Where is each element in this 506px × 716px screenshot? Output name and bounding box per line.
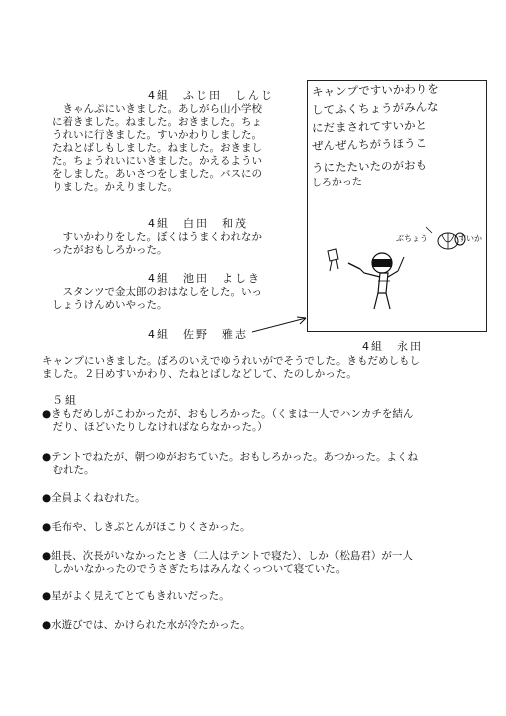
entry-header-ikeda: 4組 池田 よしき	[148, 272, 261, 285]
drawing-caption: 4組 永田	[362, 340, 423, 353]
list-item: ●全員よくねむれた。	[42, 492, 146, 504]
list-item: ●組長、次長がいなかったとき（二人はテントで寝た）、しか（松島君）が一人 しかいなかったのでうさぎたちはみんなくっついて寝ていた。	[42, 550, 413, 575]
entry-body-shirota: すいかわりをした。ぼくはうまくわれなか ったがおもしろかった。	[52, 231, 262, 256]
class5-header: ５組	[52, 394, 78, 407]
sketch-label-buchou: ぶちょう	[396, 234, 428, 243]
drawing-panel	[307, 80, 487, 332]
handwritten-line: うにたたいたのがおも	[311, 157, 428, 175]
entry-header-shirota: 4組 白田 和茂	[148, 217, 248, 230]
list-item: ●水遊びでは、かけられた水が冷たかった。	[42, 619, 251, 631]
handwritten-line: しろかった	[311, 176, 363, 189]
list-item: ●テントでねたが、朝つゆがおちていた。おもしろかった。あつかった。よくね むれた。	[42, 451, 419, 476]
nagata-text: キャンプにいきました。ぼろのいえでゆうれいがでそうでした。きもだめしもし ました。２日めすいかわり、たねとばしなどして、たのしかった。	[42, 355, 420, 380]
pointer-arrow-icon	[250, 314, 310, 336]
handwritten-line: キャンプですいかわりを	[311, 81, 439, 99]
entry-header-fujita: 4組 ふじ田 しんじ	[148, 89, 274, 102]
list-item: ●きもだめしがこわかったが、おもしろかった。（くまは一人でハンカチを結ん だり、ほどいたりしなければならなかった。）	[42, 408, 414, 433]
entry-body-fujita: きゃんぷにいきました。あしがら山小学校 に着きました。ねました。おきました。ちょ うれいに行きました。すいかわりしました。 たねとばしもしました。ねました。おきまし た。ちょうれいにいきました。かえるようい をしました。あいさつをしました。バスにの りました。かえりました。	[52, 103, 262, 193]
entry-body-ikeda: スタンツで金太郎のおはなしをした。いっ しょうけんめいやった。	[52, 286, 262, 311]
entry-header-sano: 4組 佐野 雅志	[148, 328, 248, 341]
list-item: ●星がよく見えてとてもきれいだった。	[42, 590, 230, 602]
handwritten-line: にだまされてすいかと	[311, 117, 428, 135]
watermelon-sketch-icon	[308, 81, 486, 331]
handwritten-line: してふくちょうがみんな	[311, 99, 439, 117]
sketch-label-suika: すいか	[458, 234, 482, 243]
handwritten-line: ぜんぜんちがうほうこ	[311, 135, 428, 153]
list-item: ●毛布や、しきぶとんがほこりくさかった。	[42, 521, 251, 533]
